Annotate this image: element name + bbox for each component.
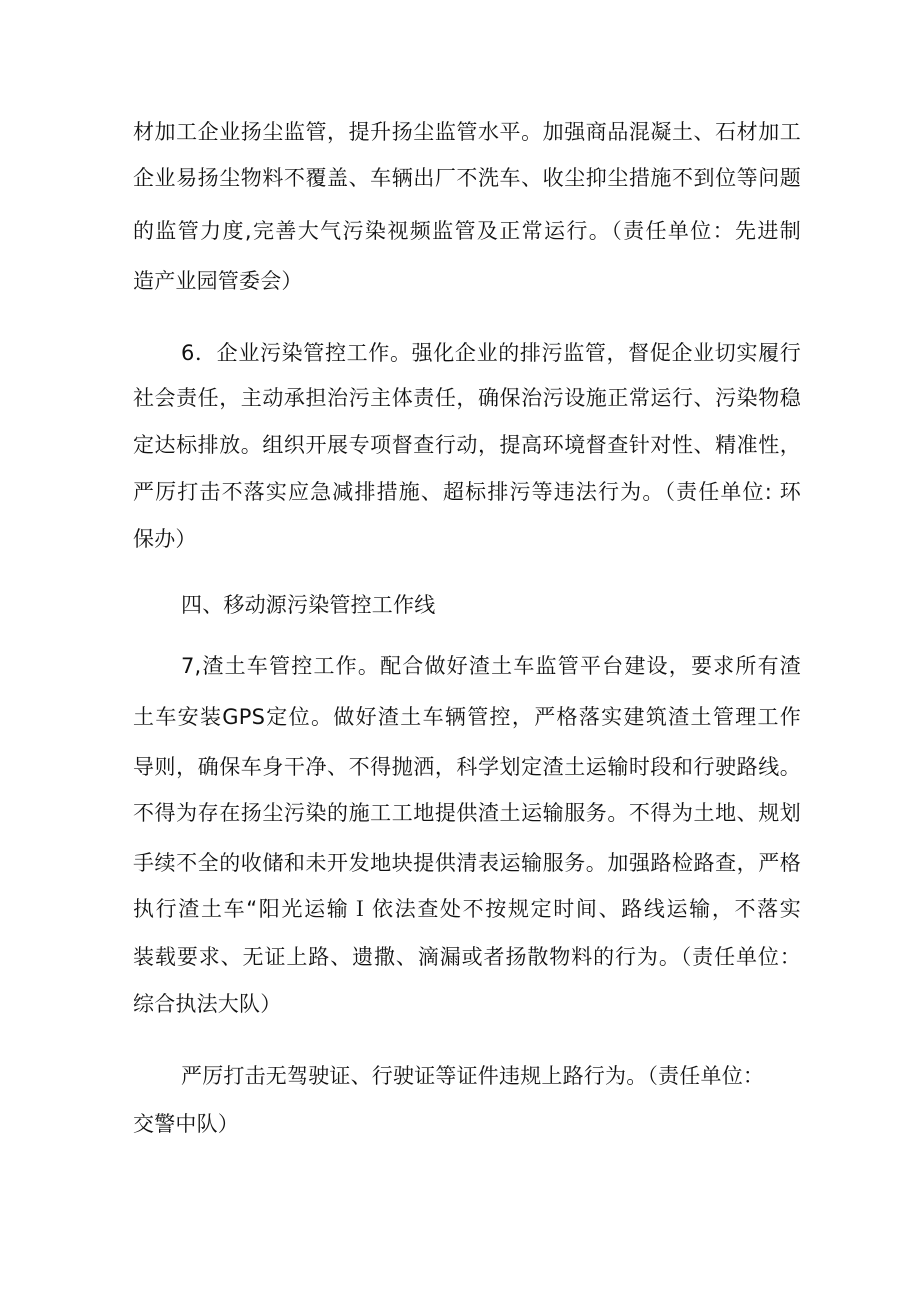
paragraph-3-line-8: 综合执法大队） [133,992,282,1016]
paragraph-1-line-4: 造产业园管委会） [133,269,303,293]
paragraph-1-line-1: 材加工企业扬尘监管，提升扬尘监管水平。加强商品混凝土、石材加工 [133,120,801,144]
paragraph-4-line-1: 严厉打击无驾驶证、行驶证等证件违规上路行为。（责任单位： [181,1064,765,1088]
section-heading-4: 四、移动源污染管控工作线 [181,593,436,617]
paragraph-2-line-4: 严厉打击不落实应急减排措施、超标排污等违法行为。（责任单位: 环 [133,480,801,504]
paragraph-2-line-3: 定达标排放。组织开展专项督查行动，提高环境督查针对性、精准性， [133,433,801,457]
paragraph-2-line-5: 保办） [133,527,197,551]
paragraph-4-line-2: 交警中队） [133,1112,239,1136]
paragraph-1-line-2: 企业易扬尘物料不覆盖、车辆出厂不洗车、收尘抑尘措施不到位等问题 [133,166,801,190]
paragraph-3-line-7: 装载要求、无证上路、遗撒、滴漏或者扬散物料的行为。（责任单位： [133,945,801,969]
paragraph-3-line-4: 不得为存在扬尘污染的施工工地提供渣土运输服务。不得为土地、规划 [133,801,801,825]
paragraph-3-line-3: 导则，确保车身干净、不得抛洒，科学划定渣土运输时段和行驶路线。 [133,755,801,779]
paragraph-3-line-6: 执行渣土车“阳光运输Ｉ依法查处不按规定时间、路线运输，不落实 [133,897,801,921]
paragraph-3-line-2: 土车安装GPS定位。做好渣土车辆管控，严格落实建筑渣土管理工作 [133,705,801,729]
paragraph-2-line-1: 6．企业污染管控工作。强化企业的排污监管，督促企业切实履行 [181,341,801,365]
paragraph-3-line-1: 7,渣土车管控工作。配合做好渣土车监管平台建设，要求所有渣 [181,654,801,678]
paragraph-2-line-2: 社会责任，主动承担治污主体责任，确保治污设施正常运行、污染物稳 [133,386,801,410]
paragraph-1-line-3: 的监管力度,完善大气污染视频监管及正常运行。（责任单位：先进制 [133,219,801,243]
paragraph-3-line-5: 手续不全的收储和未开发地块提供清表运输服务。加强路检路查，严格 [133,851,801,875]
